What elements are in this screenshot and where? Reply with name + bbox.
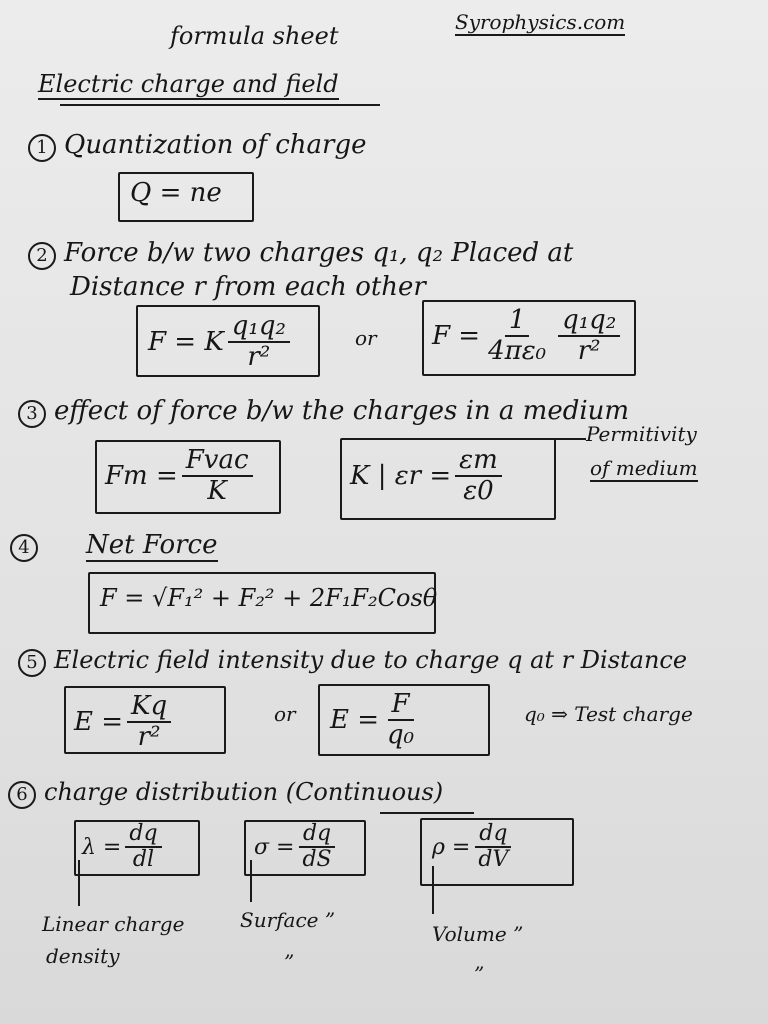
section-3-heading [18,396,629,428]
section-2-title-line2: Distance r from each other [70,272,426,302]
section-number-6: 6 [8,781,36,809]
dielectric-left: K | εr = [350,460,452,491]
section-1-heading [28,130,367,162]
surface-left: σ = [254,834,295,860]
volume-left: ρ = [432,834,471,860]
section-6-heading [8,778,443,809]
field-1-numerator: Kq [127,692,171,723]
coulomb-law-formula-1 [148,312,294,371]
net-force-formula: F = √F₁² + F₂² + 2F₁F₂Cosθ [100,584,438,612]
dielectric-fraction [455,446,502,505]
dielectric-denominator: ε0 [463,475,494,506]
field-2-left: E = [330,704,380,735]
coulomb-2-left: F = [432,320,481,351]
linear-pointer [78,860,80,906]
surface-denominator: dS [302,847,332,873]
section-6-title: charge distribution (Continuous) [44,778,444,806]
surface-density-label-line1: Surface ” [240,908,336,932]
continuous-underline [380,812,474,814]
medium-force-denominator: K [207,475,227,506]
field-intensity-formula-1 [74,692,175,751]
coulomb-2-numerator-b: q₁q₂ [558,306,620,337]
linear-denominator: dl [132,847,155,873]
permitivity-note-line1: Permitivity [586,422,697,446]
field-intensity-formula-2 [330,690,422,749]
medium-force-left: Fm = [105,460,178,491]
section-5-or: or [274,702,296,726]
dielectric-constant-formula [350,446,506,505]
permitivity-note-line2: of medium [590,456,698,480]
section-5-heading [18,646,687,677]
linear-density-label-line2: density [46,944,120,968]
coulomb-law-formula-2 [432,306,624,365]
linear-numerator: dq [125,822,161,848]
section-4-title: Net Force [86,530,218,560]
surface-numerator: dq [299,822,335,848]
section-number-3: 3 [18,400,46,428]
field-2-numerator: F [388,690,414,721]
linear-left: λ = [82,834,122,860]
surface-pointer [250,860,252,902]
section-2-or: or [355,326,377,350]
coulomb-2-fraction-b [558,306,620,365]
surface-density-formula [254,822,340,872]
section-1-title: Quantization of charge [64,130,367,160]
field-1-denominator: r² [137,721,161,752]
sheet-title: formula sheet [170,22,339,50]
section-number-2: 2 [28,242,56,270]
field-1-fraction [127,692,171,751]
volume-density-label-line1: Volume ” [432,922,524,946]
section-number-1: 1 [28,134,56,162]
site-label: Syrophysics.com [455,10,626,34]
field-2-denominator: q₀ [387,719,415,750]
volume-density-label-line2: ” [474,962,485,986]
surface-density-label-line2: ” [284,950,295,974]
coulomb-2-fraction-a [484,306,550,365]
medium-force-numerator: Fvac [182,446,253,477]
volume-fraction [474,822,512,872]
section-number-4: 4 [10,534,38,562]
linear-fraction [125,822,161,872]
section-2-heading [28,238,573,270]
dielectric-numerator: εm [455,446,502,477]
coulomb-1-left: F = K [148,326,224,357]
linear-density-formula [82,822,166,872]
section-3-title: effect of force b/w the charges in a medium [54,396,630,426]
volume-pointer [432,866,434,914]
coulomb-1-numerator: q₁q₂ [228,312,290,343]
quantization-formula: Q = ne [130,178,222,208]
field-1-left: E = [74,706,124,737]
medium-force-formula [105,446,257,505]
field-2-fraction [383,690,418,749]
chapter-title: Electric charge and field [38,70,339,98]
surface-fraction [298,822,335,872]
volume-density-formula [432,822,516,872]
volume-denominator: dV [478,847,509,873]
coulomb-1-denominator: r² [247,341,271,372]
medium-force-fraction [182,446,253,505]
chapter-underline [60,104,380,106]
coulomb-1-fraction [228,312,290,371]
section-number-5: 5 [18,649,46,677]
section-2-title-line1: Force b/w two charges q₁, q₂ Placed at [64,238,574,268]
coulomb-2-numerator-a: 1 [505,306,530,337]
section-5-title: Electric field intensity due to charge q at r Distance [54,646,688,674]
permitivity-pointer [530,438,586,440]
coulomb-2-denominator-a: 4πε₀ [488,335,547,366]
section-4-heading [10,530,218,562]
test-charge-note: q₀ ⇒ Test charge [524,702,693,726]
volume-numerator: dq [475,822,511,848]
linear-density-label-line1: Linear charge [42,912,185,936]
coulomb-2-denominator-b: r² [577,335,601,366]
